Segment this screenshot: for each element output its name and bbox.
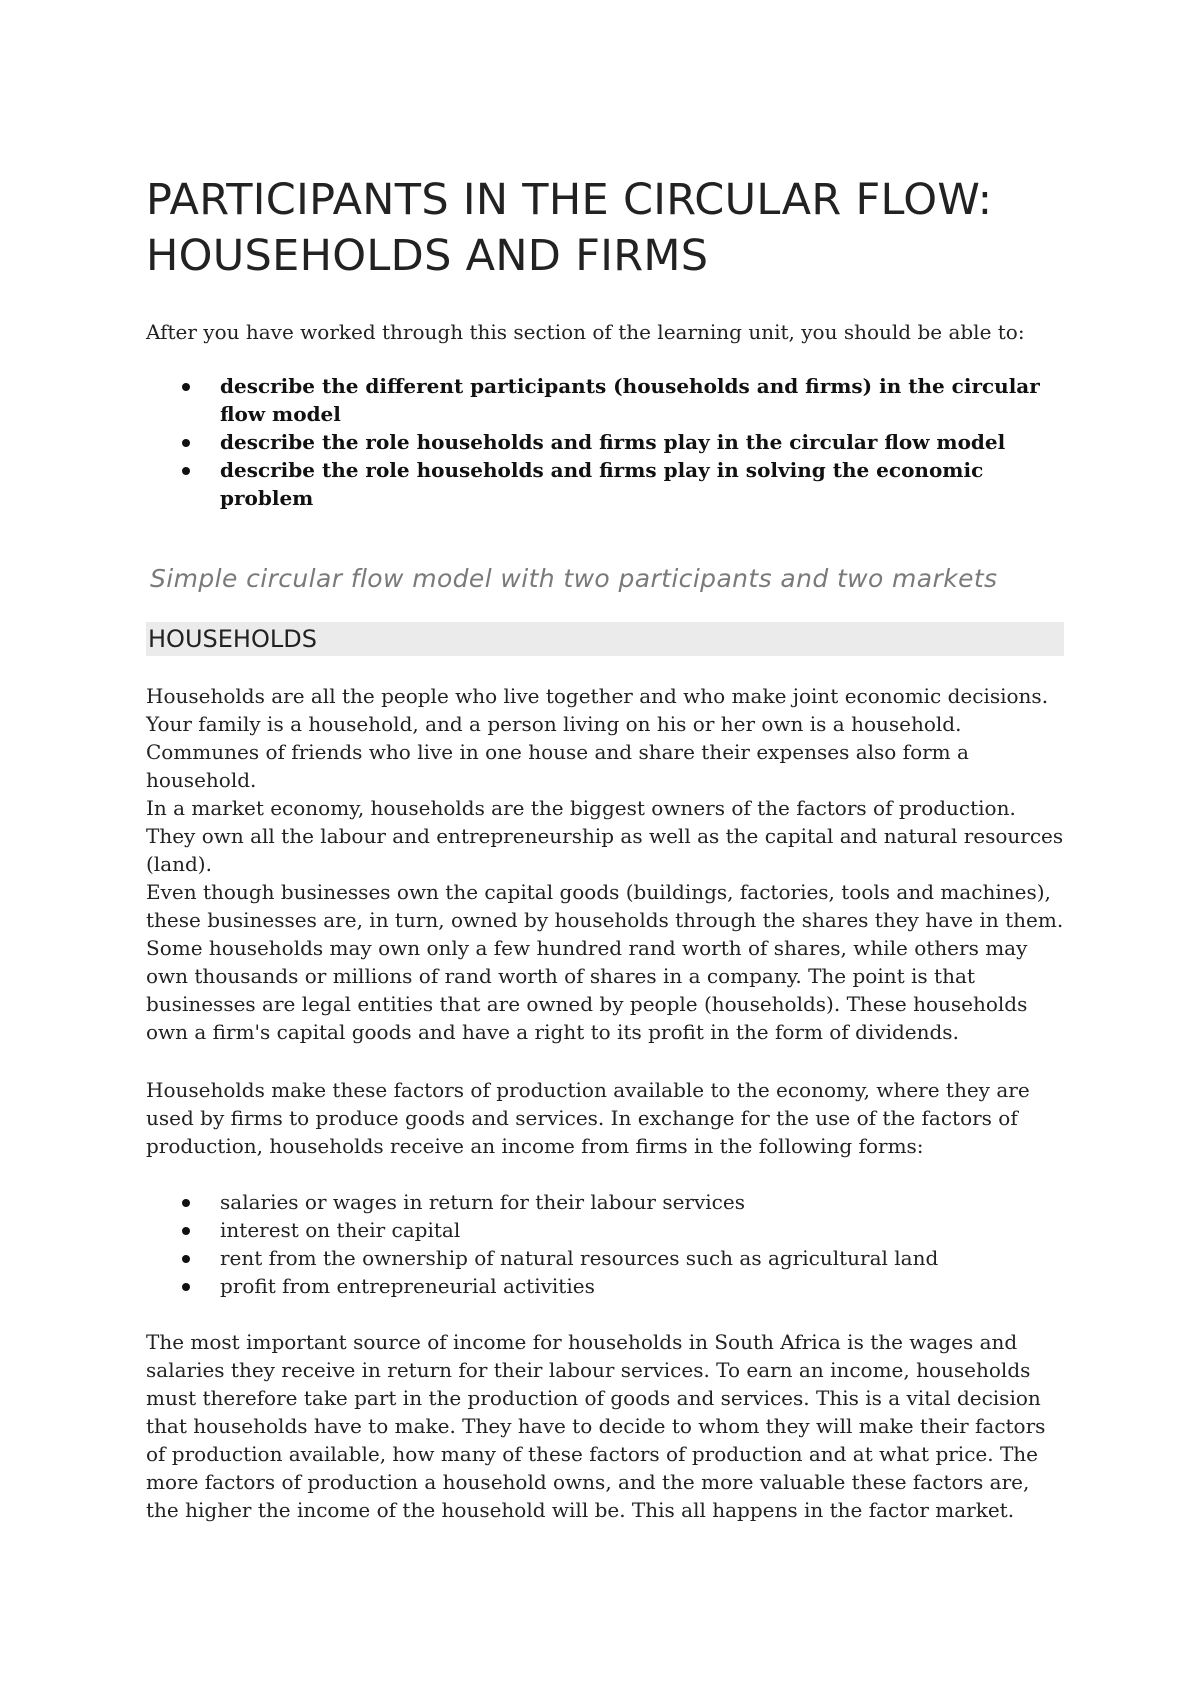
objective-item [146, 428, 1064, 456]
bullet-icon [182, 1199, 190, 1207]
income-form-text: salaries or wages in return for their labour services [220, 1190, 745, 1214]
bullet-icon [182, 1255, 190, 1263]
bullet-icon [182, 1283, 190, 1291]
document-title: PARTICIPANTS IN THE CIRCULAR FLOW: HOUSEHOLDS AND FIRMS [146, 175, 993, 281]
intro-text: After you have worked through this section of the learning unit, you should be able to: [146, 320, 1025, 344]
subtitle: Simple circular flow model with two participants and two markets [150, 564, 998, 593]
bullet-icon [182, 1227, 190, 1235]
learning-objectives-list [146, 372, 1064, 512]
income-forms-list [146, 1188, 1064, 1300]
income-form-text: interest on their capital [220, 1218, 461, 1242]
income-form-text: rent from the ownership of natural resources such as agricultural land [220, 1246, 939, 1270]
paragraph-income-source: The most important source of income for households in South Africa is the wages and salaries they receive in return for their labour services. To earn an income, households must therefore take part in the production of goods and services. This is a vital decision that households have to make. They have to decide to whom they will make their factors of production available, how many of these factors of production and at what price. The more factors of production a household owns, and the more valuable these factors are, the higher the income of the household will be. This all happens in the factor market. [146, 1330, 1046, 1522]
bullet-icon [182, 383, 190, 391]
section-heading: HOUSEHOLDS [148, 625, 317, 653]
bullet-icon [182, 467, 190, 475]
paragraph-market-economy: In a market economy, households are the biggest owners of the factors of production. They own all the labour and entrepreneurship as well as the capital and natural resources (land). [146, 796, 1064, 876]
income-form-item [146, 1272, 1064, 1300]
income-form-item [146, 1188, 1064, 1216]
objective-text: describe the role households and firms play in solving the economic problem [220, 458, 984, 510]
bullet-icon [182, 439, 190, 447]
income-form-item [146, 1216, 1064, 1244]
objective-item [146, 456, 1064, 512]
income-form-item [146, 1244, 1064, 1272]
objective-text: describe the different participants (households and firms) in the circular flow model [220, 374, 1040, 426]
income-form-text: profit from entrepreneurial activities [220, 1274, 595, 1298]
section-heading-bar [146, 622, 1064, 656]
objective-item [146, 372, 1064, 428]
paragraph-factors-available: Households make these factors of production available to the economy, where they are used by firms to produce goods and services. In exchange for the use of the factors of production, households receive an income from firms in the following forms: [146, 1078, 1030, 1158]
paragraph-households-definition: Households are all the people who live together and who make joint economic decisions. Your family is a household, and a person living on his or her own is a household. Communes of friends who live in one house and share their expenses also form a household. [146, 684, 1049, 792]
paragraph-capital-goods: Even though businesses own the capital goods (buildings, factories, tools and machines), these businesses are, in turn, owned by households through the shares they have in them. Some households may own only a few hundred rand worth of shares, while others may own thousands or millions of rand worth of shares in a company. The point is that businesses are legal entities that are owned by people (households). These households own a firm's capital goods and have a right to its profit in the form of dividends. [146, 880, 1064, 1044]
objective-text: describe the role households and firms play in the circular flow model [220, 430, 1006, 454]
